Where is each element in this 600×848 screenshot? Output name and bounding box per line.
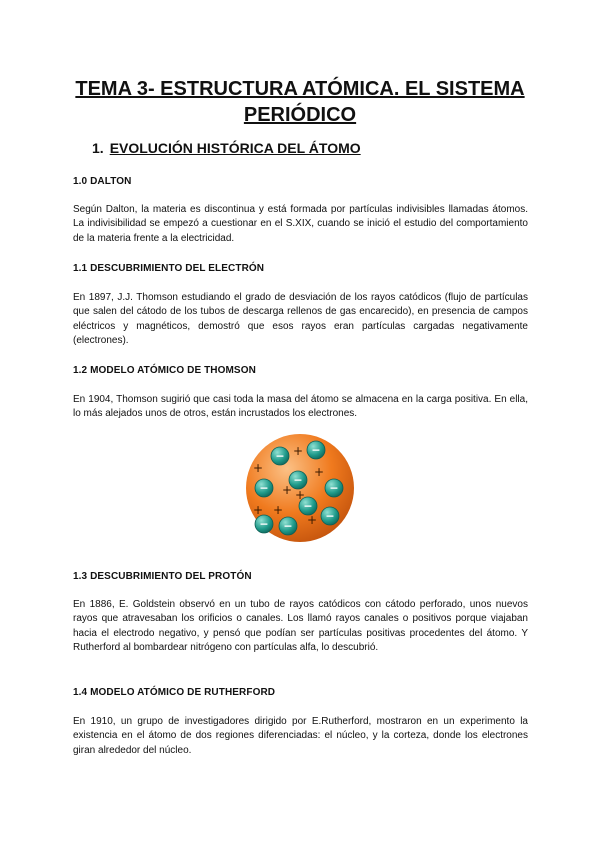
electron-minus-label: − [275,449,285,463]
electron-minus-label: − [259,517,269,531]
paragraph-thomson: En 1904, Thomson sugirió que casi toda la masa del átomo se almacena en la carga positiva. En ella, lo más alejados unos de otros, están incrustados los electrones. [73,394,528,420]
positive-charge: + [292,444,304,458]
positive-charge: + [272,503,284,517]
positive-charge: + [294,488,306,502]
electron [325,479,343,497]
electron-minus-label: − [259,481,269,495]
subheading-dalton: 1.0 DALTON [73,176,132,187]
electron [307,441,325,459]
paragraph-electron: En 1897, J.J. Thomson estudiando el grado de desviación de los rayos catódicos (flujo de partículas que salen del cátodo de los tubos de descarga rellenos de gas encarecido), en presencia de campos eléctricos y magnéticos, demostró que esos rayos eran partículas cargadas negativamente (electrones). [73,292,528,347]
thomson-atom-illustration [242,430,358,546]
section-number: 1. [92,140,104,156]
subheading-proton: 1.3 DESCUBRIMIENTO DEL PROTÓN [73,571,252,582]
electron-minus-label: − [283,519,293,533]
positive-charge: + [252,461,264,475]
paragraph-rutherford: En 1910, un grupo de investigadores dirigido por E.Rutherford, mostraron en un experimento la existencia en el átomo de dos regiones diferenciadas: el núcleo, y la corteza, donde los electrones giran alrededor del núcleo. [73,716,528,756]
paragraph-dalton: Según Dalton, la materia es discontinua y está formada por partículas indivisibles llamadas átomos. La indivisibilidad se empezó a cuestionar en el S.XIX, cuando se inició el estudio del comportamiento de la materia frente a la electricidad. [73,204,528,244]
electron-minus-label: − [329,481,339,495]
paragraph-proton: En 1886, E. Goldstein observó en un tubo de rayos catódicos con cátodo perforado, unos nuevos rayos que atravesaban los orificios o canales. Los llamó rayos canales o positivos porque viajaban hacia el electrodo negativo, y pensó que podían ser partículas positivas procedentes del átomo. Y Rutherford al bombardear nitrógeno con partículas alfa, lo descubrió. [73,599,528,654]
positive-charge: + [252,503,264,517]
section-heading [92,140,361,156]
positive-charge: + [281,483,293,497]
electron-minus-label: − [293,473,303,487]
page-title: TEMA 3- ESTRUCTURA ATÓMICA. EL SISTEMA PERIÓDICO [75,78,525,126]
electron [271,447,289,465]
electron [255,479,273,497]
electron-minus-label: − [303,499,313,513]
section-title: EVOLUCIÓN HISTÓRICA DEL ÁTOMO [109,140,361,156]
electron [255,515,273,533]
electron-minus-label: − [325,509,335,523]
electron [321,507,339,525]
electron [279,517,297,535]
electron-minus-label: − [311,443,321,457]
subheading-thomson: 1.2 MODELO ATÓMICO DE THOMSON [73,365,256,376]
positive-charge: + [306,513,318,527]
positive-charge: + [313,465,325,479]
subheading-rutherford: 1.4 MODELO ATÓMICO DE RUTHERFORD [73,687,276,698]
subheading-electron: 1.1 DESCUBRIMIENTO DEL ELECTRÓN [73,263,265,274]
